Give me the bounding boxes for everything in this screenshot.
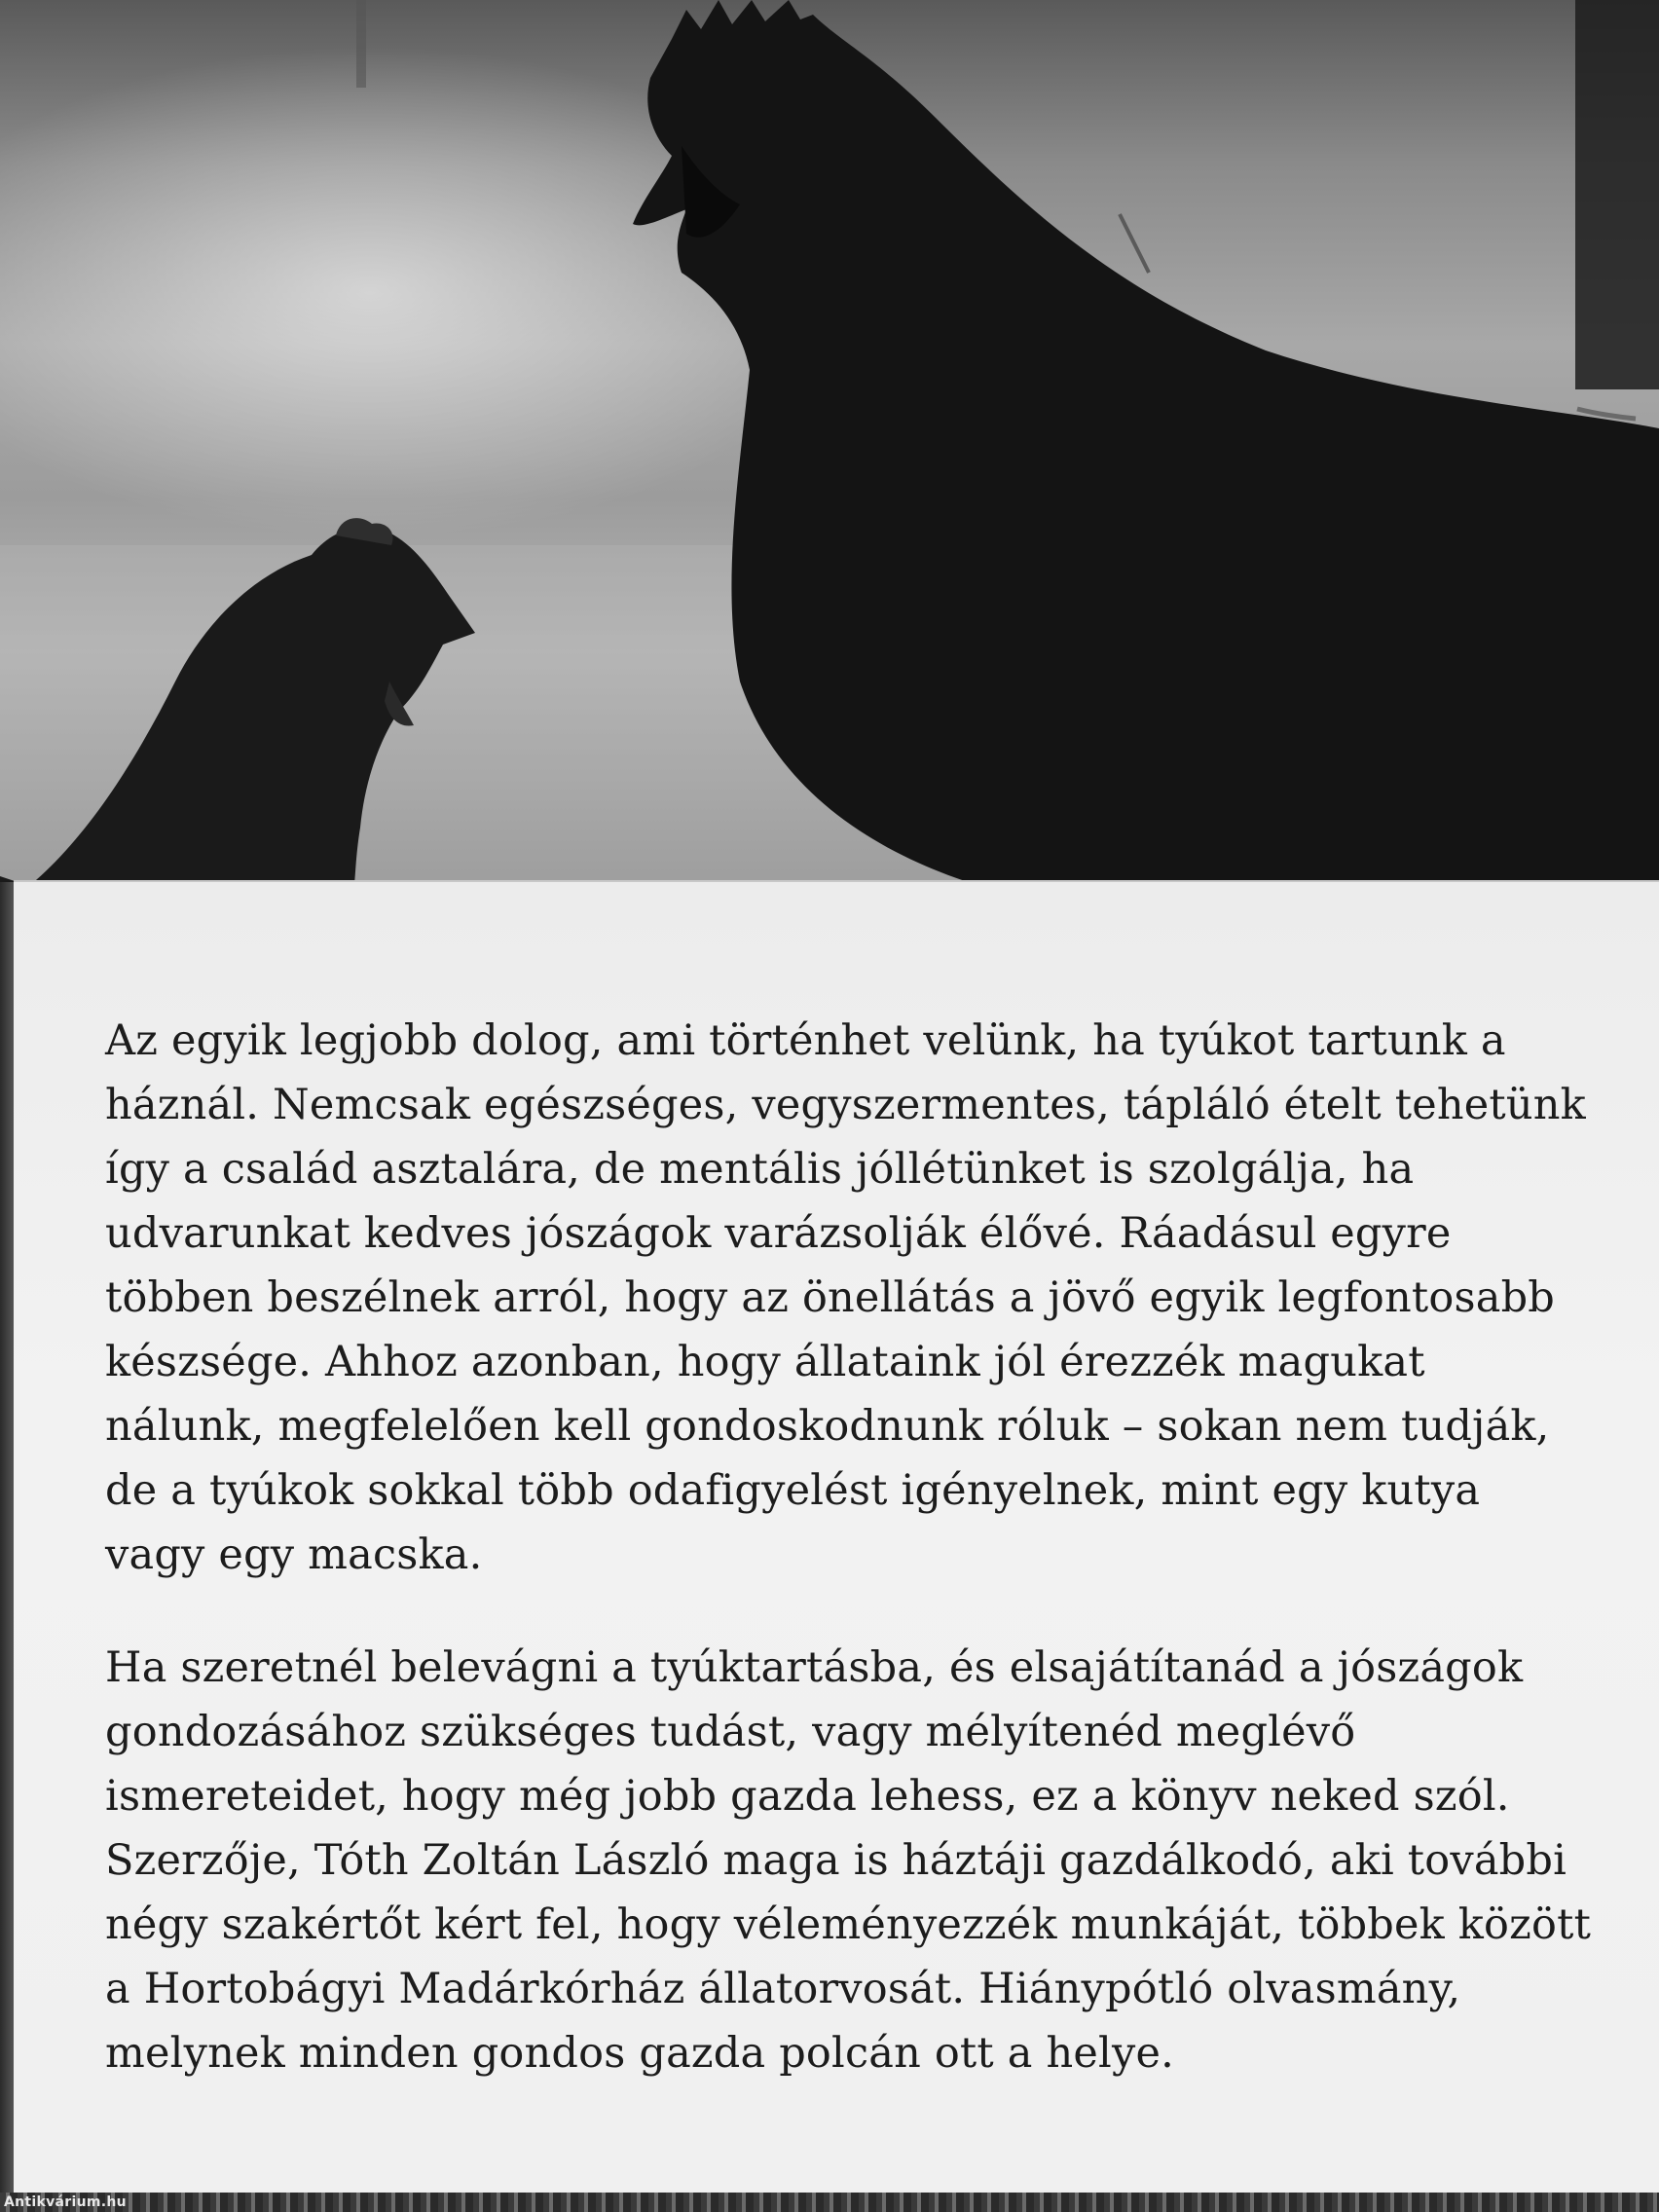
- paragraph-2-line: négy szakértőt kért fel, hogy véleményezzék munkáját, többek között: [105, 1900, 1592, 1949]
- paragraph-2-line: ismereteidet, hogy még jobb gazda lehess, ez a könyv neked szól.: [105, 1772, 1510, 1821]
- paragraph-2-line: Ha szeretnél belevágni a tyúktartásba, és elsajátítanád a jószágok: [105, 1643, 1524, 1692]
- paragraph-1-line: nálunk, megfelelően kell gondoskodnunk róluk – sokan nem tudják,: [105, 1402, 1550, 1451]
- paragraph-1-line: de a tyúkok sokkal több odafigyelést igényelnek, mint egy kutya: [105, 1466, 1481, 1515]
- bottom-ground-strip: [0, 2193, 1659, 2212]
- paragraph-2-line: a Hortobágyi Madárkórház állatorvosát. Hiánypótló olvasmány,: [105, 1965, 1461, 2013]
- paragraph-1-line: Az egyik legjobb dolog, ami történhet velünk, ha tyúkot tartunk a: [105, 1016, 1506, 1065]
- description-panel: [14, 882, 1659, 2193]
- paragraph-1-line: háznál. Nemcsak egészséges, vegyszermentes, tápláló ételt tehetünk: [105, 1081, 1586, 1129]
- paragraph-2-line: gondozásához szükséges tudást, vagy mélyítenéd meglévő: [105, 1708, 1356, 1756]
- panel-left-edge: [0, 882, 14, 2193]
- paragraph-2-line: melynek minden gondos gazda polcán ott a helye.: [105, 2029, 1174, 2078]
- paragraph-1-line: udvarunkat kedves jószágok varázsolják élővé. Ráadásul egyre: [105, 1209, 1452, 1258]
- watermark-text: Antikvárium.hu: [4, 2194, 127, 2210]
- description-paragraph-1: [105, 1009, 1624, 1587]
- description-paragraph-2: [105, 1636, 1624, 2085]
- cover-photo-hen-and-rooster: [0, 0, 1659, 905]
- paragraph-1-line: készsége. Ahhoz azonban, hogy állataink jól érezzék magukat: [105, 1338, 1425, 1386]
- paragraph-1-line: többen beszélnek arról, hogy az önellátás a jövő egyik legfontosabb: [105, 1273, 1556, 1322]
- paragraph-1-line: így a család asztalára, de mentális jóllétünket is szolgálja, ha: [105, 1145, 1415, 1194]
- paragraph-2-line: Szerzője, Tóth Zoltán László maga is háztáji gazdálkodó, aki további: [105, 1836, 1567, 1885]
- chickens-illustration: [0, 0, 1659, 905]
- paragraph-1-line: vagy egy macska.: [105, 1530, 483, 1579]
